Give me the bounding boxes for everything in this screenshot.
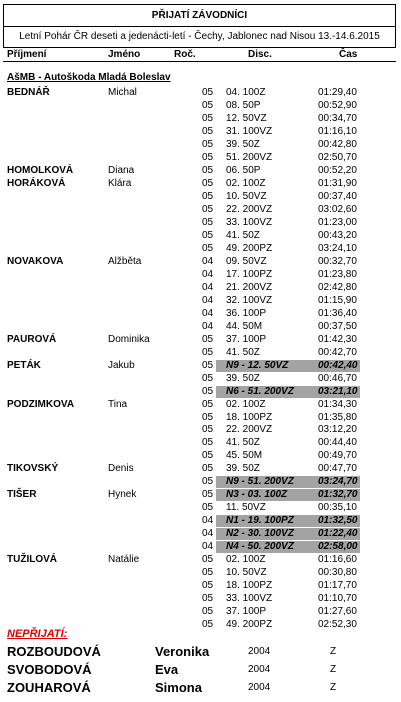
cell-year: 05 — [202, 593, 214, 604]
cell-disc: 09. 50VZ — [226, 256, 267, 267]
cell-year: 05 — [202, 113, 214, 124]
cell-name: Klára — [108, 178, 132, 189]
cell-time: 01:29,40 — [318, 87, 357, 98]
cell-year: 04 — [202, 321, 214, 332]
cell-year: 04 — [202, 528, 214, 539]
cell-time: 03:02,60 — [318, 204, 357, 215]
cell-time: 00:44,40 — [318, 437, 357, 448]
col-time: Čas — [339, 49, 358, 60]
cell-surname: ZOUHAROVÁ — [7, 680, 91, 695]
cell-time: 01:27,60 — [318, 606, 357, 617]
cell-year: 05 — [202, 450, 214, 461]
cell-year: 05 — [202, 100, 214, 111]
page-title: PŘIJATÍ ZÁVODNÍCI — [4, 5, 395, 27]
col-disc: Disc. — [248, 49, 272, 60]
cell-time: 01:16,60 — [318, 554, 357, 565]
cell-time: 00:49,70 — [318, 450, 357, 461]
table-row — [0, 567, 401, 579]
cell-time: 01:34,30 — [318, 399, 357, 410]
table-row — [0, 606, 401, 618]
cell-time: 01:23,00 — [318, 217, 357, 228]
cell-time: 00:43,20 — [318, 230, 357, 241]
cell-surname: TIŠER — [7, 489, 37, 500]
cell-year: 05 — [202, 606, 214, 617]
cell-year: 04 — [202, 295, 214, 306]
cell-disc: N3 - 03. 100Z — [226, 489, 288, 500]
table-row — [0, 269, 401, 281]
cell-name: Eva — [155, 662, 179, 677]
cell-time: 01:36,40 — [318, 308, 357, 319]
cell-disc: 18. 100PZ — [226, 412, 273, 423]
cell-disc: 49. 200PZ — [226, 243, 273, 254]
table-row — [0, 580, 401, 592]
table-row — [0, 256, 401, 268]
table-row — [0, 463, 401, 475]
table-row — [0, 243, 401, 255]
cell-name: Michal — [108, 87, 137, 98]
cell-time: 00:52,20 — [318, 165, 357, 176]
cell-time: 00:32,70 — [318, 256, 357, 267]
cell-surname: PODZIMKOVA — [7, 399, 75, 410]
cell-disc: 41. 50Z — [226, 347, 260, 358]
cell-year: 05 — [202, 165, 214, 176]
cell-name: Alžběta — [108, 256, 142, 267]
cell-surname: PETÁK — [7, 360, 41, 371]
table-row — [0, 139, 401, 151]
cell-year: 05 — [202, 347, 214, 358]
not-accepted-heading: NEPŘIJATÍ: — [7, 628, 68, 640]
cell-year: 04 — [202, 541, 214, 552]
table-row — [0, 528, 401, 540]
cell-time: 02:58,00 — [318, 541, 358, 552]
cell-name: Diana — [108, 165, 135, 176]
cell-name: Natálie — [108, 554, 140, 565]
not-accepted-row — [0, 679, 401, 697]
cell-year: 04 — [202, 515, 214, 526]
table-row — [0, 541, 401, 553]
cell-year: 05 — [202, 334, 214, 345]
cell-time: 01:35,80 — [318, 412, 357, 423]
cell-surname: HOMOLKOVÁ — [7, 165, 74, 176]
cell-surname: TUŽILOVÁ — [7, 554, 57, 565]
cell-disc: 49. 200PZ — [226, 619, 273, 630]
cell-mark: Z — [330, 646, 337, 657]
table-row — [0, 282, 401, 294]
cell-year: 05 — [202, 463, 214, 474]
table-row — [0, 152, 401, 164]
cell-time: 02:42,80 — [318, 282, 357, 293]
cell-surname: NOVAKOVA — [7, 256, 64, 267]
cell-year: 05 — [202, 230, 214, 241]
cell-year: 05 — [202, 204, 214, 215]
cell-time: 01:23,80 — [318, 269, 357, 280]
cell-mark: Z — [330, 682, 337, 693]
cell-disc: 02. 100Z — [226, 554, 266, 565]
cell-name: Simona — [155, 680, 202, 695]
table-row — [0, 217, 401, 229]
column-header-row — [3, 48, 396, 62]
cell-time: 02:50,70 — [318, 152, 357, 163]
table-row — [0, 502, 401, 514]
table-row — [0, 113, 401, 125]
cell-year: 05 — [202, 437, 214, 448]
cell-surname: SVOBODOVÁ — [7, 662, 92, 677]
cell-disc: 10. 50VZ — [226, 567, 267, 578]
cell-year: 05 — [202, 619, 214, 630]
cell-time: 00:46,70 — [318, 373, 357, 384]
cell-time: 00:34,70 — [318, 113, 357, 124]
table-row — [0, 126, 401, 138]
table-row — [0, 191, 401, 203]
not-accepted-row — [0, 643, 401, 661]
cell-year: 05 — [202, 424, 214, 435]
cell-name: Hynek — [108, 489, 137, 500]
table-row — [0, 554, 401, 566]
cell-disc: 39. 50Z — [226, 139, 260, 150]
cell-time: 01:32,50 — [318, 515, 358, 526]
cell-time: 01:16,10 — [318, 126, 357, 137]
cell-time: 01:42,30 — [318, 334, 357, 345]
table-row — [0, 424, 401, 436]
cell-year: 05 — [202, 489, 214, 500]
table-row — [0, 515, 401, 527]
cell-disc: N6 - 51. 200VZ — [226, 386, 294, 397]
club-name: AšMB - Autoškoda Mladá Boleslav — [7, 72, 171, 83]
cell-year: 04 — [202, 269, 214, 280]
cell-disc: N2 - 30. 100VZ — [226, 528, 294, 539]
cell-name: Tina — [108, 399, 128, 410]
cell-time: 02:52,30 — [318, 619, 357, 630]
cell-disc: 44. 50M — [226, 321, 263, 332]
cell-time: 00:42,80 — [318, 139, 357, 150]
cell-disc: 39. 50Z — [226, 373, 260, 384]
table-row — [0, 321, 401, 333]
cell-time: 03:12,20 — [318, 424, 357, 435]
cell-year: 05 — [202, 152, 214, 163]
table-row — [0, 100, 401, 112]
cell-time: 01:15,90 — [318, 295, 357, 306]
cell-year: 04 — [202, 308, 214, 319]
header-box — [3, 4, 396, 48]
cell-disc: 41. 50Z — [226, 437, 260, 448]
cell-disc: 06. 50P — [226, 165, 261, 176]
table-row — [0, 165, 401, 177]
event-subtitle: Letní Pohár ČR deseti a jedenácti-letí - Čechy, Jablonec nad Nisou 13.-14.6.2015 — [19, 31, 380, 42]
table-row — [0, 347, 401, 359]
cell-name: Jakub — [108, 360, 135, 371]
cell-time: 01:17,70 — [318, 580, 357, 591]
cell-disc: 45. 50M — [226, 450, 263, 461]
cell-year: 05 — [202, 373, 214, 384]
cell-disc: 04. 100Z — [226, 87, 266, 98]
cell-time: 03:24,10 — [318, 243, 357, 254]
cell-disc: 18. 100PZ — [226, 580, 273, 591]
cell-surname: ROZBOUDOVÁ — [7, 644, 101, 659]
cell-time: 00:35,10 — [318, 502, 357, 513]
cell-disc: 33. 100VZ — [226, 217, 273, 228]
cell-time: 00:42,70 — [318, 347, 357, 358]
cell-year: 05 — [202, 217, 214, 228]
cell-time: 03:24,70 — [318, 476, 358, 487]
table-row — [0, 295, 401, 307]
cell-surname: PAUROVÁ — [7, 334, 57, 345]
table-row — [0, 593, 401, 605]
cell-year: 04 — [202, 256, 214, 267]
cell-disc: N9 - 51. 200VZ — [226, 476, 294, 487]
cell-disc: 39. 50Z — [226, 463, 260, 474]
cell-year: 05 — [202, 567, 214, 578]
cell-name: Dominika — [108, 334, 150, 345]
table-row — [0, 437, 401, 449]
table-row — [0, 87, 401, 99]
cell-year: 05 — [202, 87, 214, 98]
cell-year: 04 — [202, 282, 214, 293]
cell-time: 01:10,70 — [318, 593, 357, 604]
cell-disc: N9 - 12. 50VZ — [226, 360, 289, 371]
cell-year: 2004 — [248, 646, 271, 657]
cell-year: 05 — [202, 178, 214, 189]
cell-disc: 32. 100VZ — [226, 295, 273, 306]
not-accepted-row — [0, 661, 401, 679]
table-row — [0, 308, 401, 320]
cell-time: 01:31,90 — [318, 178, 357, 189]
cell-mark: Z — [330, 664, 337, 675]
cell-year: 05 — [202, 412, 214, 423]
table-row — [0, 360, 401, 372]
cell-year: 05 — [202, 399, 214, 410]
cell-year: 2004 — [248, 682, 271, 693]
cell-disc: 22. 200VZ — [226, 424, 273, 435]
cell-time: 00:37,40 — [318, 191, 357, 202]
col-surname: Příjmení — [7, 49, 47, 60]
cell-year: 05 — [202, 139, 214, 150]
cell-surname: HORÁKOVÁ — [7, 178, 66, 189]
cell-year: 05 — [202, 360, 214, 371]
cell-disc: N1 - 19. 100PZ — [226, 515, 294, 526]
cell-disc: 02. 100Z — [226, 178, 266, 189]
cell-year: 05 — [202, 476, 214, 487]
cell-surname: TIKOVSKÝ — [7, 463, 59, 474]
cell-disc: 08. 50P — [226, 100, 261, 111]
cell-disc: 17. 100PZ — [226, 269, 273, 280]
cell-year: 05 — [202, 191, 214, 202]
cell-year: 2004 — [248, 664, 271, 675]
table-row — [0, 476, 401, 488]
table-row — [0, 373, 401, 385]
cell-year: 05 — [202, 386, 214, 397]
cell-time: 00:37,50 — [318, 321, 357, 332]
cell-disc: 21. 200VZ — [226, 282, 273, 293]
cell-disc: 37. 100P — [226, 606, 267, 617]
table-row — [0, 412, 401, 424]
cell-time: 00:52,90 — [318, 100, 357, 111]
table-row — [0, 386, 401, 398]
cell-time: 01:22,40 — [318, 528, 358, 539]
cell-year: 05 — [202, 126, 214, 137]
cell-disc: 37. 100P — [226, 334, 267, 345]
cell-disc: 51. 200VZ — [226, 152, 273, 163]
col-name: Jméno — [108, 49, 141, 60]
cell-disc: 31. 100VZ — [226, 126, 273, 137]
table-row — [0, 230, 401, 242]
cell-disc: 11. 50VZ — [226, 502, 266, 513]
cell-disc: N4 - 50. 200VZ — [226, 541, 294, 552]
cell-time: 03:21,10 — [318, 386, 358, 397]
cell-surname: BEDNÁŘ — [7, 87, 50, 98]
cell-disc: 33. 100VZ — [226, 593, 273, 604]
table-row — [0, 399, 401, 411]
cell-year: 05 — [202, 554, 214, 565]
table-row — [0, 178, 401, 190]
table-row — [0, 489, 401, 501]
cell-disc: 22. 200VZ — [226, 204, 273, 215]
table-row — [0, 204, 401, 216]
cell-time: 00:30,80 — [318, 567, 357, 578]
cell-time: 01:32,70 — [318, 489, 358, 500]
cell-year: 05 — [202, 580, 214, 591]
cell-disc: 41. 50Z — [226, 230, 260, 241]
table-row — [0, 334, 401, 346]
cell-time: 00:47,70 — [318, 463, 357, 474]
table-row — [0, 450, 401, 462]
cell-time: 00:42,40 — [318, 360, 358, 371]
cell-disc: 02. 100Z — [226, 399, 266, 410]
cell-name: Denis — [108, 463, 134, 474]
cell-year: 05 — [202, 502, 214, 513]
cell-disc: 10. 50VZ — [226, 191, 267, 202]
col-year: Roč. — [174, 49, 196, 60]
cell-disc: 36. 100P — [226, 308, 267, 319]
cell-year: 05 — [202, 243, 214, 254]
cell-disc: 12. 50VZ — [226, 113, 267, 124]
cell-name: Veronika — [155, 644, 210, 659]
